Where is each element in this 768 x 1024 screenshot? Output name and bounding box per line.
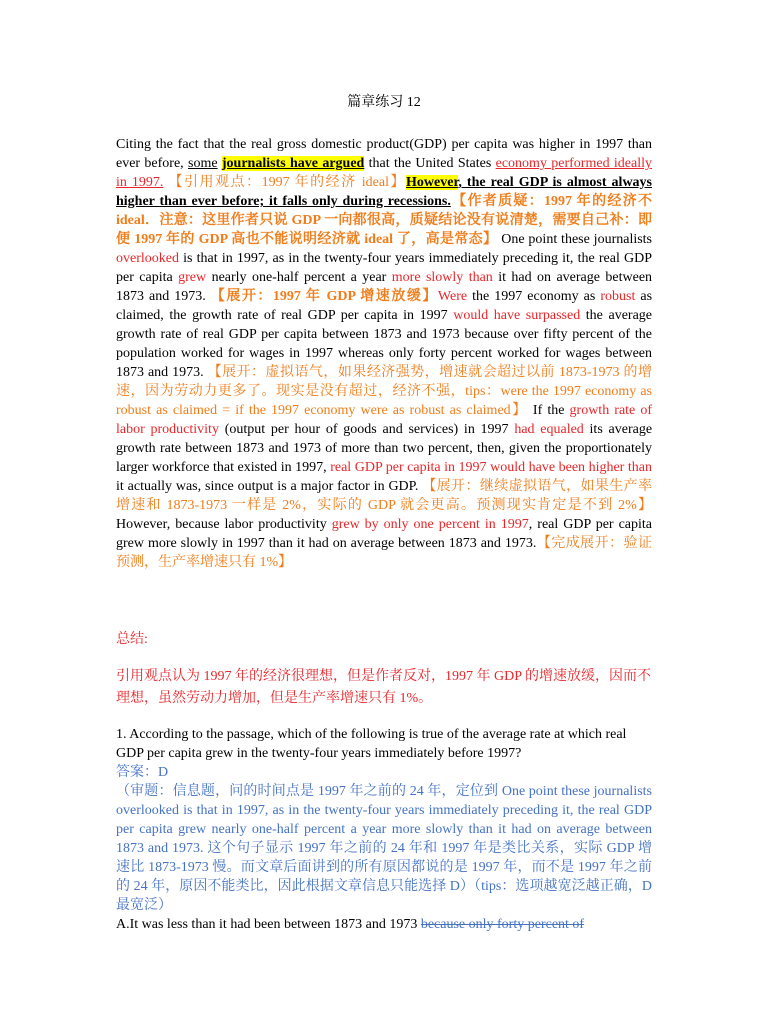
passage-text: the 1997 economy as	[472, 289, 596, 304]
annotation-note: 【展开：虚拟语气，如果经济强势，增速就会超过以前 1873-1973 的增速，因为劳动力更多了。现实是没有超过，经济不强，tips：were the 1997 economy as robust as claimed = if the 1997 economy were as robust as claimed】	[116, 365, 652, 418]
keyword: more slowly than	[391, 270, 493, 285]
page-title: 篇章练习 12	[347, 95, 421, 110]
passage-text: it actually was, since output is a major factor in GDP.	[116, 479, 419, 494]
summary-heading: 总结:	[116, 632, 148, 647]
passage-paragraph	[116, 135, 652, 572]
option-a	[116, 915, 652, 934]
passage-text: If the	[532, 403, 565, 418]
answer-analysis: （审题：信息题，问的时间点是 1997 年之前的 24 年，定位到 One point these journalists overlooked is that in 1997, as in the twenty-four years immediately preceding it, the real GDP per capita grew nearly one-half percent a year more slowly than it had on average between 1873 and 1973. 这个句子显示 1997 年之前的 24 年和 1997 年是类比关系，实际 GDP 增速比 1873-1973 慢。而文章后面讲到的所有原因都说的是 1997 年，而不是 1997 年之前的 24 年，原因不能类比，因此根据文章信息只能选择 D）（tips：选项越宽泛越正确，D 最宽泛）	[116, 784, 652, 913]
passage-text: Citing the fact that the real gross domestic product(GDP) per capita was higher in 1997 than ever before,	[116, 137, 652, 171]
passage-text: , real GDP per capita grew more slowly in 1997 than it had on average between 1873 and 1973.	[116, 517, 652, 551]
passage-text: is that in 1997, as in the twenty-four years immediately preceding it, the real GDP per capita	[116, 251, 653, 285]
annotation-note: 【作者质疑：1997 年的经济不 ideal．注意：这里作者只说 GDP 一向都很高，质疑结论没有说清楚，需要自己补：即便 1997 年的 GDP 高也不能说明经济就 ideal 了，高是常态】	[116, 194, 652, 247]
option-a-text: A.It was less than it had been between 1873 and 1973	[116, 917, 418, 932]
passage-text: some	[188, 156, 218, 171]
question-text: 1. According to the passage, which of the following is true of the average rate at which real GDP per capita grew in the twenty-four years immediately before 1997?	[116, 727, 627, 761]
highlighted-phrase: However	[406, 175, 459, 190]
annotation-note: 【引用观点：1997 年的经济 ideal】	[168, 175, 407, 190]
summary-text: 引用观点认为 1997 年的经济很理想，但是作者反对，1997 年 GDP 的增速放缓，因而不理想，虽然劳动力增加，但是生产率增速只有 1%。	[116, 669, 651, 706]
option-a-struck-text: because only forty percent of	[420, 917, 585, 932]
keyword: robust	[600, 289, 636, 304]
keyword: overlooked	[116, 251, 179, 266]
keyword: had equaled	[514, 422, 584, 437]
keyword: real GDP per capita in 1997 would have been higher than	[330, 460, 652, 475]
passage-text: nearly one-half percent a year	[211, 270, 387, 285]
keyword: grew by only one percent in 1997	[331, 517, 529, 532]
passage-text: One point these journalists	[501, 232, 653, 247]
keyword: grew	[178, 270, 207, 285]
keyword: would have surpassed	[453, 308, 581, 323]
annotation-note: 【完成展开：验证预测，生产率增速只有 1%】	[116, 536, 652, 570]
annotation-note: 【展开：1997 年 GDP 增速放缓】	[210, 289, 438, 304]
annotation-note: 【展开：继续虚拟语气，如果生产率增速和 1873-1973 一样是 2%，实际的 GDP 就会更高。预测现实肯定是不到 2%】	[116, 479, 653, 513]
keyword: growth rate of labor productivity	[116, 403, 652, 437]
author-rebuttal: , the real GDP is almost always higher than ever before; it falls only during recessions.	[116, 175, 652, 209]
answer-label: 答案：D	[116, 765, 169, 780]
passage-text: (output per hour of goods and services) in 1997	[224, 422, 509, 437]
passage-text: However, because labor productivity	[116, 517, 327, 532]
claim-phrase: economy performed ideally in 1997.	[116, 156, 652, 190]
passage-text: that the United States	[368, 156, 492, 171]
highlighted-phrase: journalists have argued	[221, 156, 365, 171]
passage-text: as claimed, the growth rate of real GDP per capita in 1997	[116, 289, 653, 323]
passage-text: it had on average between 1873 and 1973.	[116, 270, 653, 304]
passage-text: the average growth rate of real GDP per capita between 1873 and 1973 because over fifty percent of the population worked for wages in 1997 whereas only forty percent worked for wages between 1873 and 1973.	[116, 308, 652, 380]
passage-text: its average growth rate between 1873 and 1973 of more than two percent, then, given the proportionately larger workforce that existed in 1997,	[116, 422, 653, 475]
keyword: Were	[437, 289, 468, 304]
